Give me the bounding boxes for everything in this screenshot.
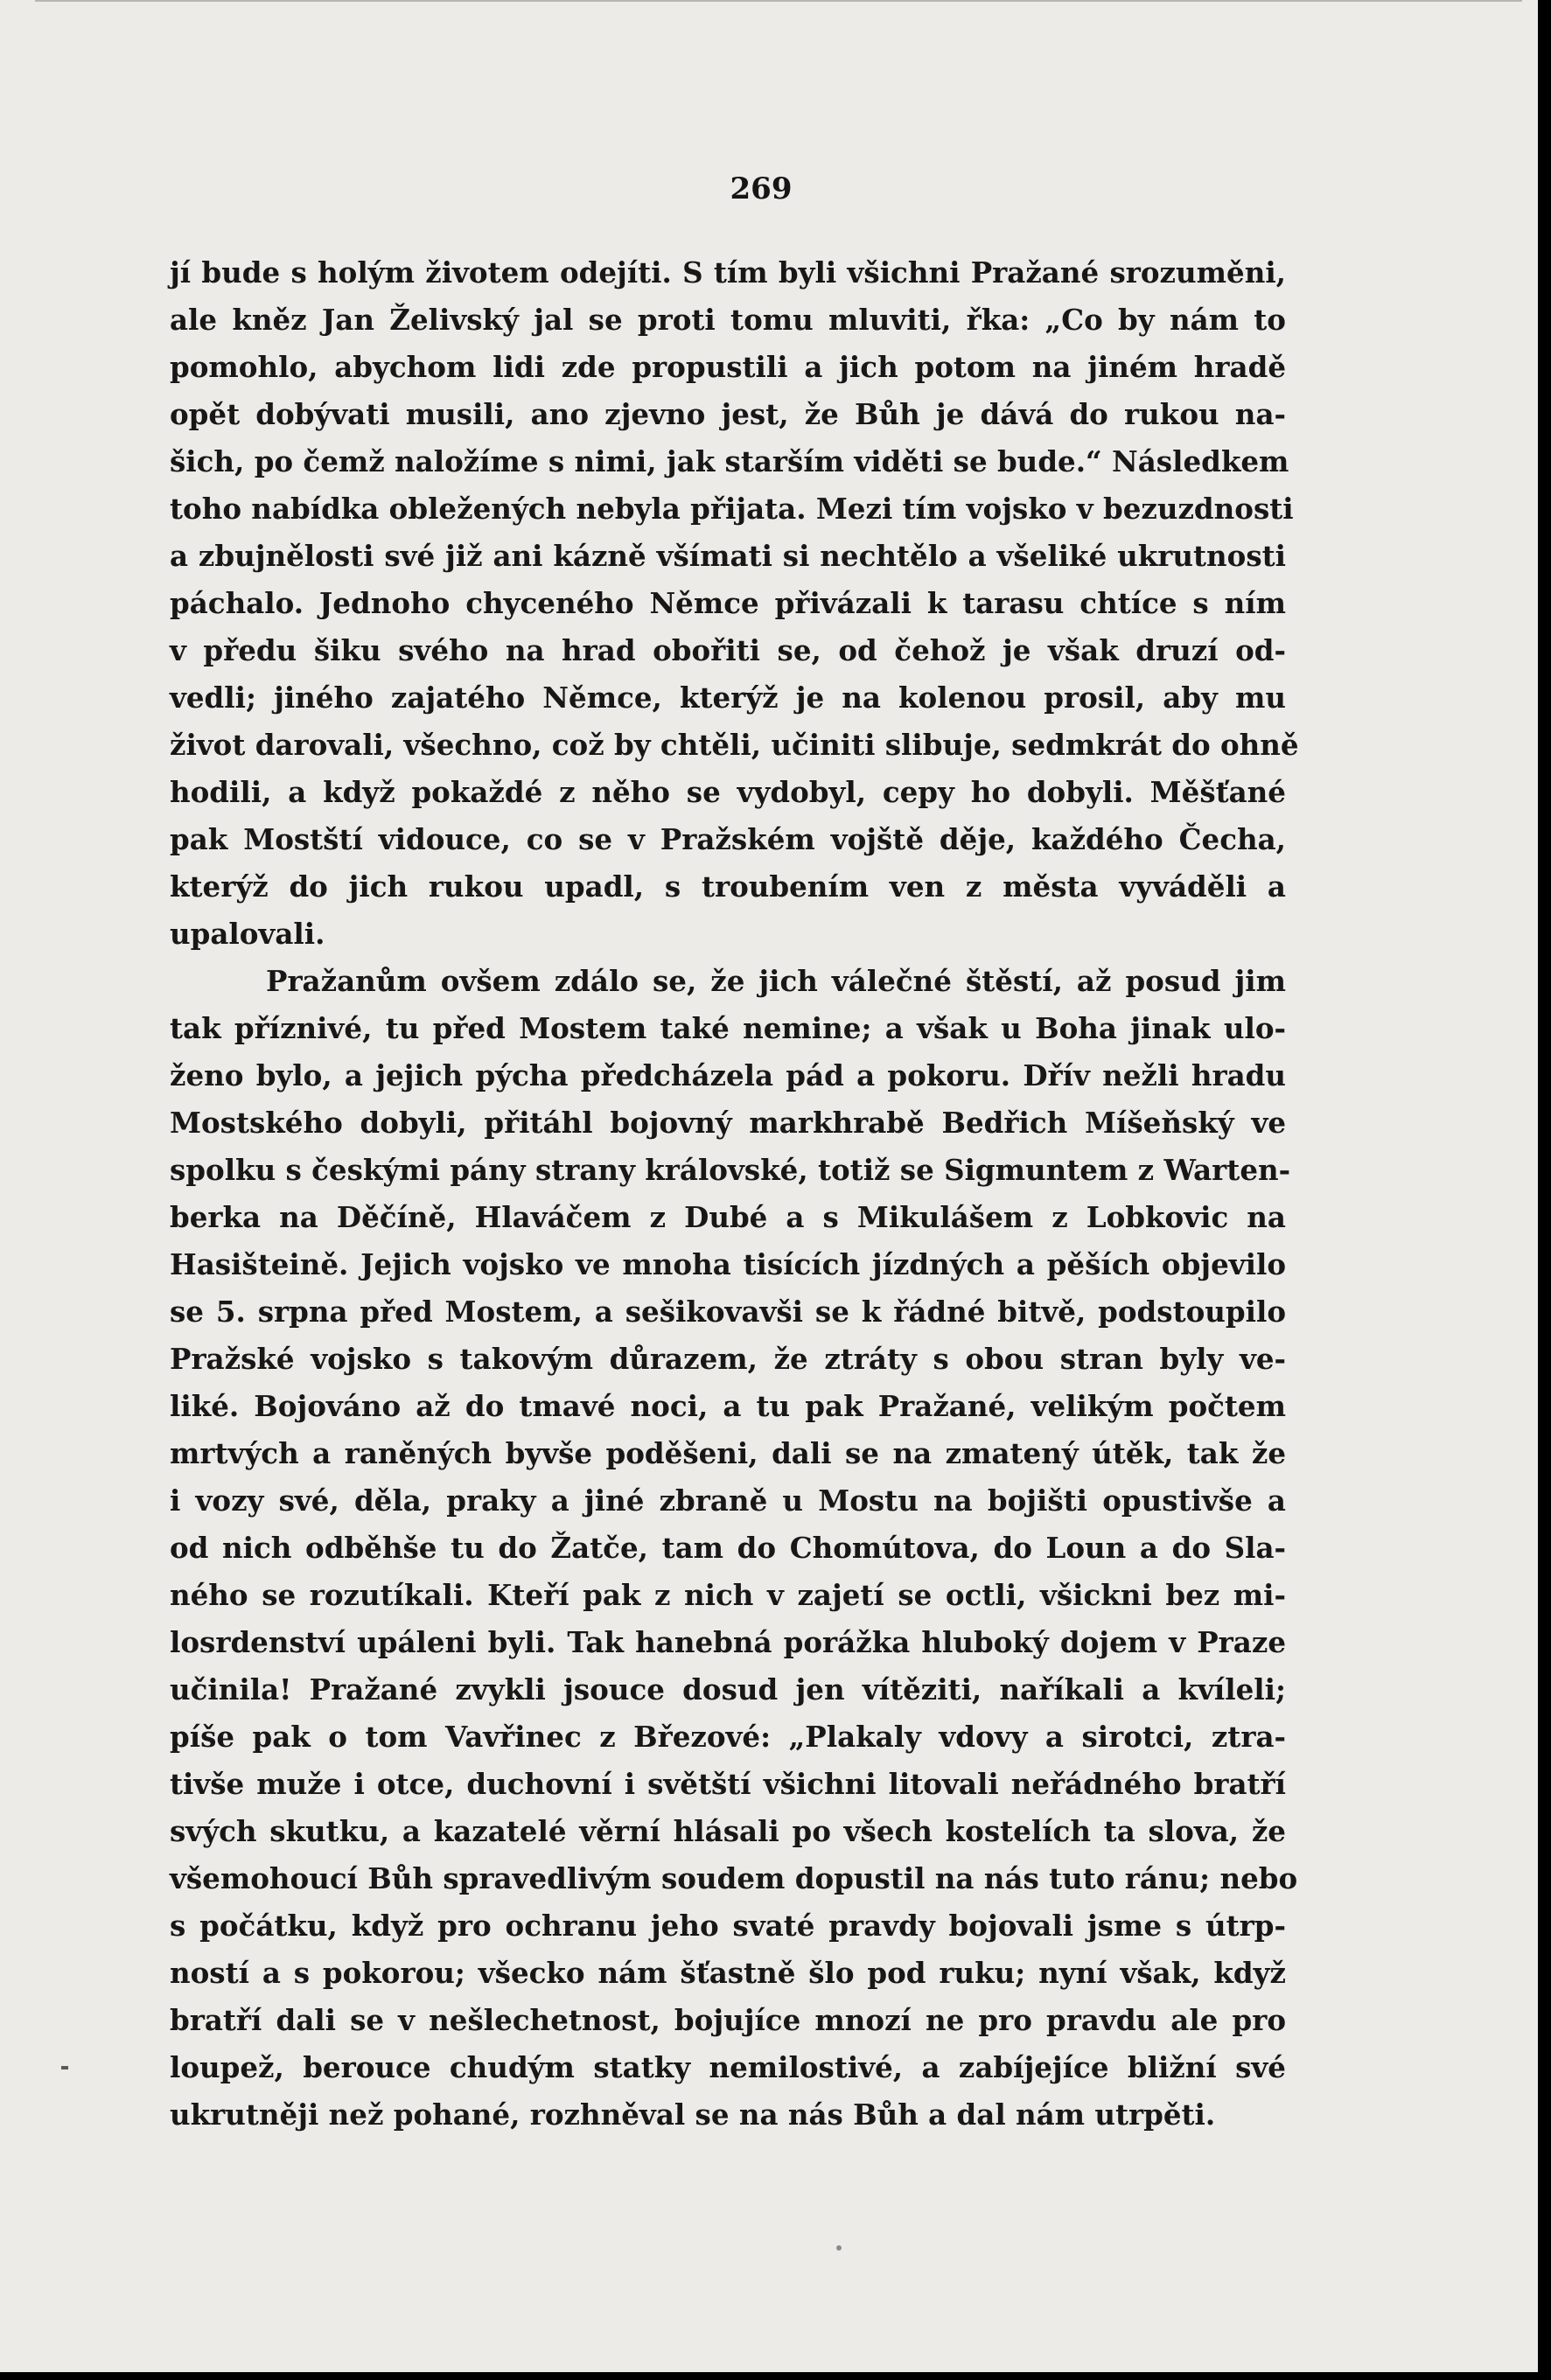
- text-line: Pražské vojsko s takovým důrazem, že ztráty s obou stran byly ve-: [170, 1342, 1286, 1376]
- text-line: loupež, berouce chudým statky nemilostivé, a zabíjejíce bližní své: [170, 2050, 1286, 2084]
- paragraph-start-line: Pražanům ovšem zdálo se, že jich válečné štěstí, až posud jim: [266, 964, 1286, 998]
- paragraph-end-line: upalovali.: [170, 917, 325, 951]
- text-line: Hasišteině. Jejich vojsko ve mnoha tisících jízdných a pěších objevilo: [170, 1247, 1286, 1281]
- page-last-line: ukrutněji než pohané, rozhněval se na nás Bůh a dal nám utrpěti.: [170, 2097, 1216, 2132]
- text-line: losrdenství upáleni byli. Tak hanebná porážka hluboký dojem v Praze: [170, 1625, 1286, 1659]
- text-line: tivše muže i otce, duchovní i světští všichni litovali neřádného bratří: [170, 1767, 1286, 1801]
- page-number: 269: [730, 171, 793, 206]
- text-line: ženo bylo, a jejich pýcha předcházela pád a pokoru. Dřív nežli hradu: [170, 1058, 1286, 1092]
- text-line: píše pak o tom Vavřinec z Březové: „Plakaly vdovy a sirotci, ztra-: [170, 1720, 1286, 1754]
- text-line: kterýž do jich rukou upadl, s troubením ven z města vyváděli a: [170, 869, 1286, 904]
- text-line: tak příznivé, tu před Mostem také nemine; a však u Boha jinak ulo-: [170, 1011, 1286, 1045]
- text-line: hodili, a když pokaždé z něho se vydobyl, cepy ho dobyli. Měšťané: [170, 775, 1286, 809]
- body-text: [170, 249, 1299, 2139]
- paper-speck: [836, 2245, 842, 2251]
- text-line: spolku s českými pány strany královské, totiž se Sigmuntem z Warten-: [170, 1153, 1291, 1187]
- text-line: ného se rozutíkali. Kteří pak z nich v zajetí se octli, všickni bez mi-: [170, 1578, 1286, 1612]
- text-line: ností a s pokorou; všecko nám šťastně šlo pod ruku; nyní však, když: [170, 1956, 1286, 1990]
- text-line: život darovali, všechno, což by chtěli, učiniti slibuje, sedmkrát do ohně: [170, 728, 1299, 762]
- text-line: s počátku, když pro ochranu jeho svaté pravdy bojovali jsme s útrp-: [170, 1909, 1286, 1943]
- text-line: mrtvých a raněných byvše poděšeni, dali se na zmatený útěk, tak že: [170, 1436, 1286, 1470]
- text-line: liké. Bojováno až do tmavé noci, a tu pak Pražané, velikým počtem: [170, 1389, 1286, 1423]
- text-line: jí bude s holým životem odejíti. S tím byli všichni Pražané srozuměni,: [170, 255, 1286, 290]
- text-line: vedli; jiného zajatého Němce, kterýž je na kolenou prosil, aby mu: [170, 680, 1286, 715]
- text-line: ale kněz Jan Želivský jal se proti tomu mluviti, řka: „Co by nám to: [170, 303, 1286, 337]
- margin-mark: [61, 2066, 68, 2069]
- text-line: pak Mostští vidouce, co se v Pražském vojště děje, každého Čecha,: [170, 822, 1286, 856]
- text-line: Mostského dobyli, přitáhl bojovný markhrabě Bedřich Míšeňský ve: [170, 1106, 1286, 1140]
- text-line: učinila! Pražané zvykli jsouce dosud jen vítěziti, naříkali a kvíleli;: [170, 1672, 1286, 1706]
- text-line: pomohlo, abychom lidi zde propustili a jich potom na jiném hradě: [170, 350, 1286, 384]
- text-line: v předu šiku svého na hrad obořiti se, od čehož je však druzí od-: [170, 633, 1286, 667]
- text-line: se 5. srpna před Mostem, a sešikovavši se k řádné bitvě, podstoupilo: [170, 1295, 1286, 1329]
- text-line: svých skutku, a kazatelé věrní hlásali po všech kostelích ta slova, že: [170, 1814, 1286, 1848]
- text-line: a zbujnělosti své již ani kázně všímati si nechtělo a všeliké ukrutnosti: [170, 539, 1286, 573]
- text-line: šich, po čemž naložíme s nimi, jak starším viděti se bude.“ Následkem: [170, 444, 1289, 478]
- text-line: páchalo. Jednoho chyceného Němce přivázali k tarasu chtíce s ním: [170, 586, 1286, 620]
- text-line: berka na Děčíně, Hlaváčem z Dubé a s Mikulášem z Lobkovic na: [170, 1200, 1286, 1234]
- page-top-edge: [35, 0, 1522, 10]
- text-line: i vozy své, děla, praky a jiné zbraně u Mostu na bojišti opustivše a: [170, 1483, 1286, 1518]
- text-line: všemohoucí Bůh spravedlivým soudem dopustil na nás tuto ránu; nebo: [170, 1861, 1298, 1895]
- text-line: bratří dali se v nešlechetnost, bojujíce mnozí ne pro pravdu ale pro: [170, 2003, 1286, 2037]
- text-line: toho nabídka obležených nebyla přijata. Mezi tím vojsko v bezuzdnosti: [170, 492, 1294, 526]
- text-line: opět dobývati musili, ano zjevno jest, že Bůh je dává do rukou na-: [170, 397, 1286, 431]
- text-line: od nich odběhše tu do Žatče, tam do Chomútova, do Loun a do Sla-: [170, 1531, 1286, 1565]
